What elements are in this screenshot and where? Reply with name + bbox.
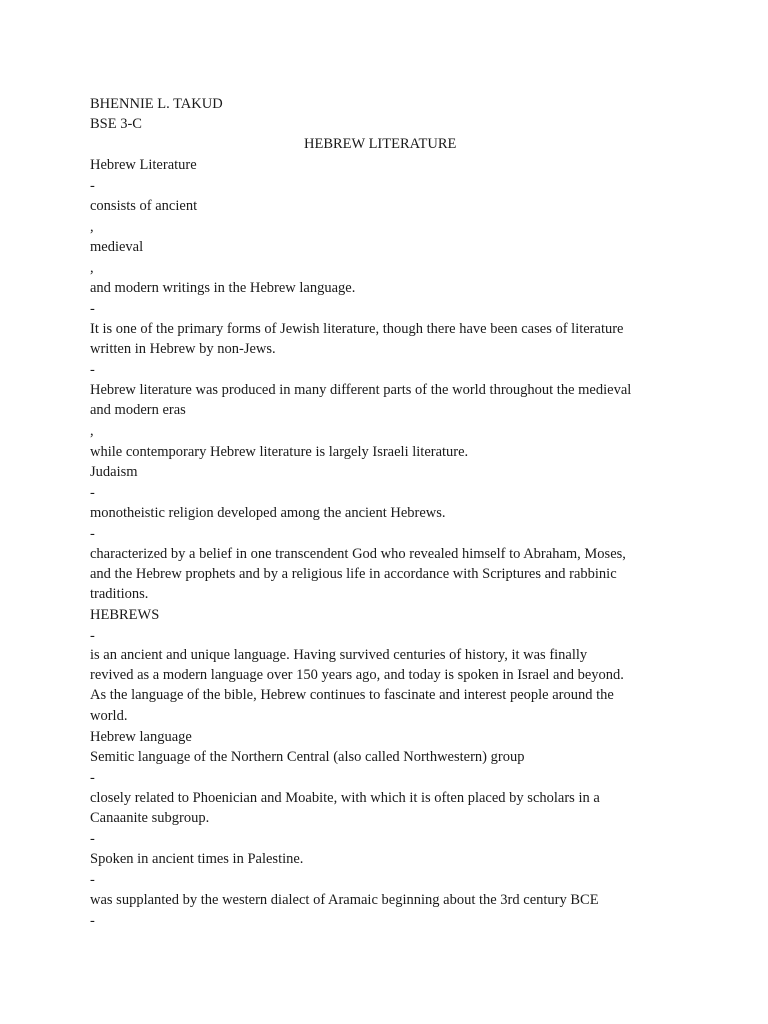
body-line: monotheistic religion developed among the ancient Hebrews.	[90, 505, 446, 521]
body-line: medieval	[90, 239, 144, 255]
bullet-dash: -	[90, 770, 95, 786]
body-line: Spoken in ancient times in Palestine.	[90, 851, 304, 867]
heading-judaism: Judaism	[90, 464, 138, 480]
class-section: BSE 3-C	[90, 116, 142, 132]
body-line: Canaanite subgroup.	[90, 810, 210, 826]
heading-hebrew-language: Hebrew language	[90, 729, 192, 745]
body-line: Hebrew literature was produced in many different parts of the world throughout the medieval	[90, 382, 632, 398]
body-line: characterized by a belief in one transcendent God who revealed himself to Abraham, Moses,	[90, 546, 626, 562]
body-line: and modern writings in the Hebrew language.	[90, 280, 356, 296]
heading-hebrews: HEBREWS	[90, 607, 160, 623]
body-line: is an ancient and unique language. Having survived centuries of history, it was finally	[90, 647, 588, 663]
comma-line: ,	[90, 260, 94, 276]
body-line: traditions.	[90, 586, 149, 602]
body-line: It is one of the primary forms of Jewish literature, though there have been cases of literature	[90, 321, 624, 337]
comma-line: ,	[90, 423, 94, 439]
bullet-dash: -	[90, 301, 95, 317]
body-line: and modern eras	[90, 402, 186, 418]
body-line: world.	[90, 708, 128, 724]
comma-line: ,	[90, 219, 94, 235]
body-line: and the Hebrew prophets and by a religious life in accordance with Scriptures and rabbinic	[90, 566, 617, 582]
body-line: was supplanted by the western dialect of Aramaic beginning about the 3rd century BCE	[90, 892, 599, 908]
body-line: As the language of the bible, Hebrew continues to fascinate and interest people around the	[90, 687, 614, 703]
bullet-dash: -	[90, 362, 95, 378]
author-name: BHENNIE L. TAKUD	[90, 96, 223, 112]
heading-hebrew-literature: Hebrew Literature	[90, 157, 197, 173]
body-line: consists of ancient	[90, 198, 198, 214]
bullet-dash: -	[90, 178, 95, 194]
body-line: revived as a modern language over 150 years ago, and today is spoken in Israel and beyond.	[90, 667, 624, 683]
body-line: Semitic language of the Northern Central (also called Northwestern) group	[90, 749, 525, 765]
body-line: closely related to Phoenician and Moabite, with which it is often placed by scholars in a	[90, 790, 600, 806]
bullet-dash: -	[90, 485, 95, 501]
bullet-dash: -	[90, 913, 95, 929]
bullet-dash: -	[90, 526, 95, 542]
document-title: HEBREW LITERATURE	[304, 136, 457, 152]
bullet-dash: -	[90, 628, 95, 644]
bullet-dash: -	[90, 872, 95, 888]
body-line: while contemporary Hebrew literature is largely Israeli literature.	[90, 444, 469, 460]
body-line: written in Hebrew by non-Jews.	[90, 341, 276, 357]
bullet-dash: -	[90, 831, 95, 847]
